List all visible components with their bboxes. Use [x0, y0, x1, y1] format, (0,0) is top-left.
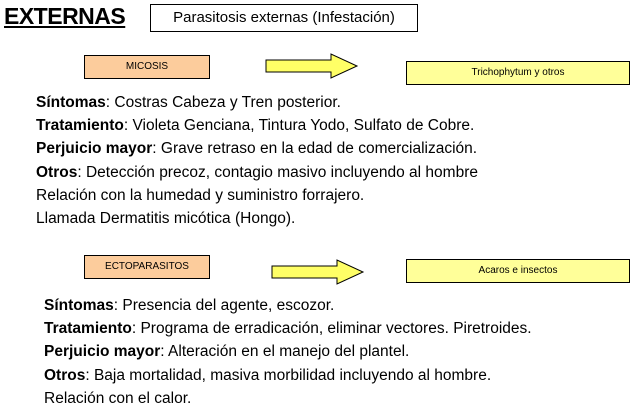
detail-line	[44, 317, 532, 340]
detail-label: Otros	[44, 366, 86, 384]
right-arrow-icon	[271, 259, 365, 285]
detail-label: Tratamiento	[36, 117, 124, 135]
detail-line	[36, 161, 478, 184]
detail-text: : Baja mortalidad, masiva morbilidad incluyendo al hombre.	[85, 366, 492, 384]
result-box-micosis: Trichophytum y otros	[406, 61, 630, 85]
subtitle-box: Parasitosis externas (Infestación)	[150, 4, 418, 32]
detail-text: : Grave retraso en la edad de comercialización.	[152, 140, 478, 158]
detail-line	[36, 137, 478, 160]
result-box-ectoparasitos: Acaros e insectos	[406, 259, 630, 283]
detail-label: Perjuicio mayor	[36, 140, 153, 158]
detail-label: Tratamiento	[44, 320, 132, 338]
detail-text: : Detección precoz, contagio masivo incluyendo al hombre	[77, 163, 478, 181]
category-box-micosis: MICOSIS	[84, 55, 210, 79]
detail-text: : Costras Cabeza y Tren posterior.	[105, 94, 341, 111]
detail-line	[44, 387, 532, 410]
detail-label: Otros	[36, 163, 78, 181]
detail-line	[44, 364, 532, 387]
detail-text: Llamada Dermatitis micótica (Hongo).	[36, 210, 296, 228]
detail-label: Síntomas	[44, 297, 114, 314]
detail-label: Síntomas	[36, 94, 106, 111]
detail-line	[36, 184, 478, 207]
detail-text: : Alteración en el manejo del plantel.	[160, 343, 410, 361]
detail-line	[36, 114, 478, 137]
detail-text: Relación con el calor.	[44, 389, 192, 407]
detail-label: Perjuicio mayor	[44, 343, 161, 361]
page-title: EXTERNAS	[4, 3, 126, 29]
detail-text: Relación con la humedad y suministro forrajero.	[36, 186, 365, 204]
detail-line	[44, 340, 532, 363]
detail-text: : Programa de erradicación, eliminar vectores. Piretroides.	[131, 320, 532, 338]
detail-line	[44, 294, 532, 317]
detail-text: : Presencia del agente, escozor.	[113, 297, 335, 314]
right-arrow-icon	[265, 53, 359, 79]
detail-text: : Violeta Genciana, Tintura Yodo, Sulfato de Cobre.	[123, 117, 475, 135]
detail-line	[36, 207, 478, 230]
section-ectoparasitos-details	[44, 294, 532, 410]
section-micosis-details	[36, 91, 478, 230]
category-box-ectoparasitos: ECTOPARASITOS	[84, 255, 210, 279]
detail-line	[36, 91, 478, 114]
